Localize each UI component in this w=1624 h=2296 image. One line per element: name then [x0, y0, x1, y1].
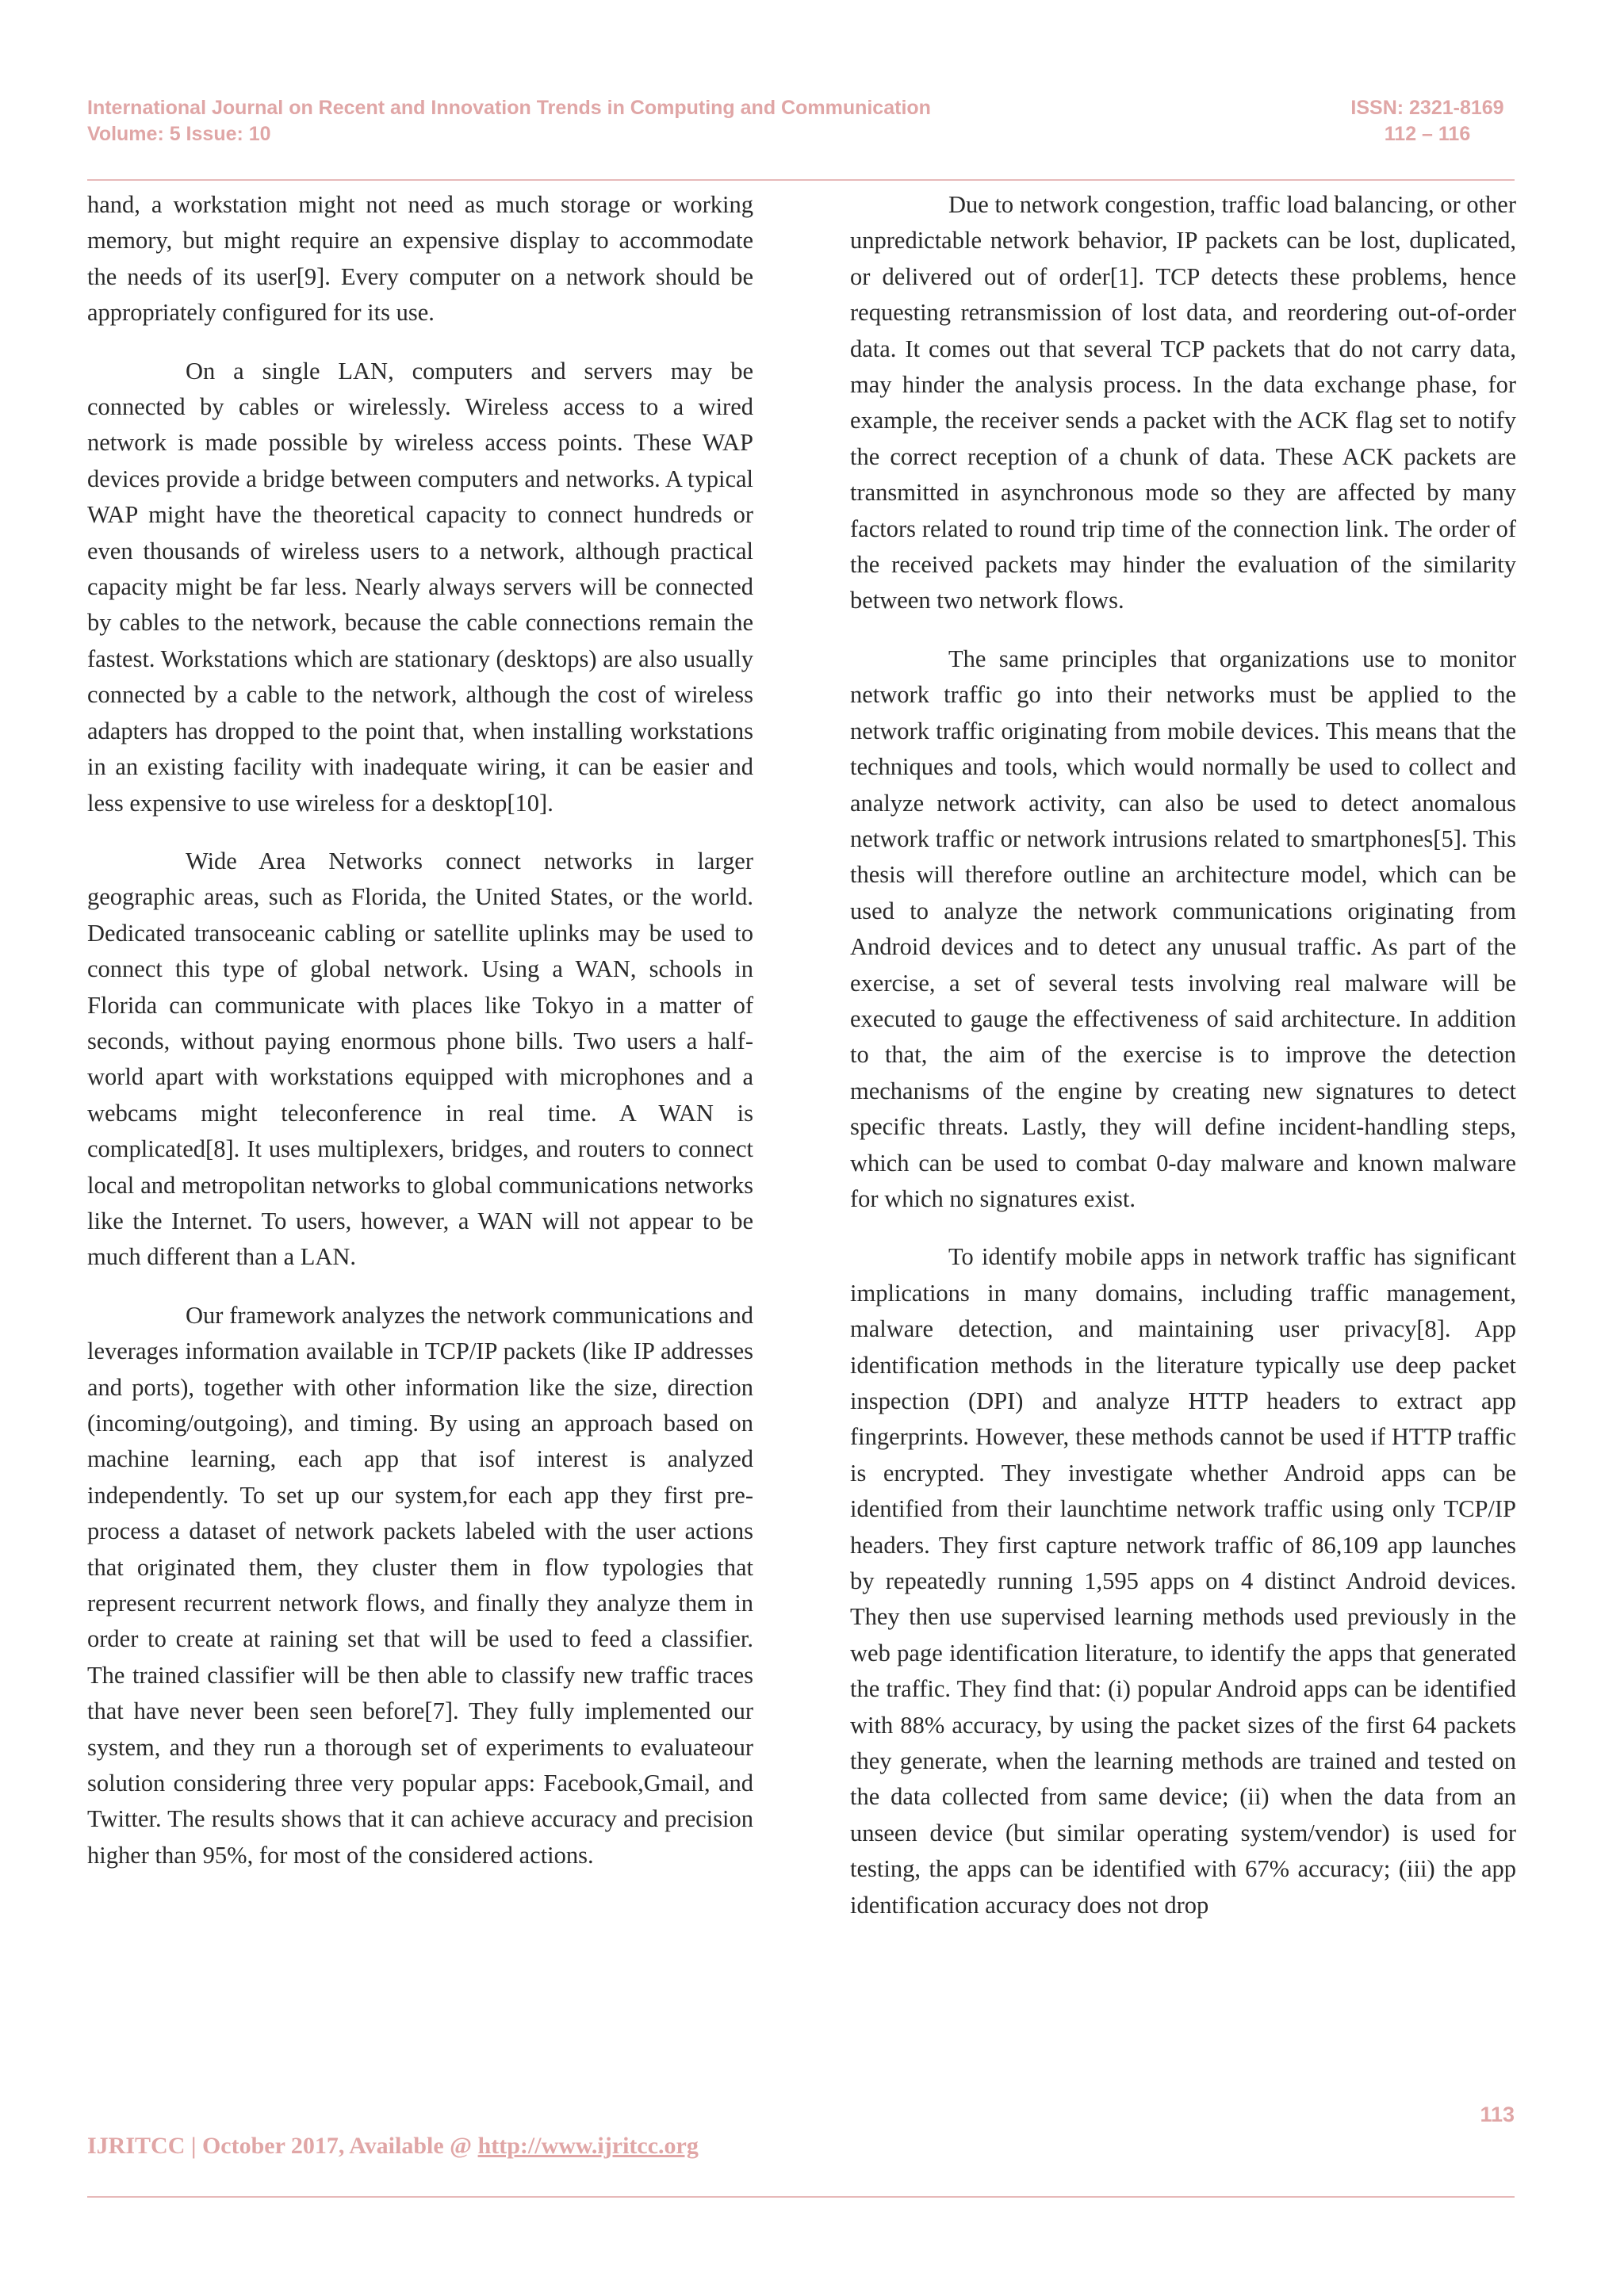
paragraph: On a single LAN, computers and servers may be connected by cables or wirelessly. Wireless access to a wired network is made possible by wireless access points. These WAP devices provide a bridge between computers and networks. A typical WAP might have the theoretical capacity to connect hundreds or even thousands of wireless users to a network, although practical capacity might be far less. Nearly always servers will be connected by cables to the network, because the cable connections remain the fastest. Workstations which are stationary (desktops) are also usually connected by a cable to the network, although the cost of wireless adapters has dropped to the point that, when installing workstations in an existing facility with inadequate wiring, it can be easier and less expensive to use wireless for a desktop[10]. — [87, 357, 753, 817]
paragraph: Our framework analyzes the network communications and leverages information available in TCP/IP packets (like IP addresses and ports), together with other information like the size, direction (incoming/outgoing), and timing. By using an approach based on machine learning, each app that isof interest is analyzed independently. To set up our system,for each app they first pre-process a dataset of network packets labeled with the user actions that originated them, they cluster them in flow typologies that represent recurrent network flows, and finally they analyze them in order to create at raining set that will be used to feed a classifier. The trained classifier will be then able to classify new traffic traces that have never been seen before[7]. They fully implemented our system, and they run a thorough set of experiments to evaluateour solution considering three very popular apps: Facebook,Gmail, and Twitter. The results shows that it can achieve accuracy and precision higher than 95%, for most of the considered actions. — [87, 1301, 753, 1869]
issn: ISSN: 2321-8169 — [1350, 97, 1504, 119]
footer-divider — [87, 2196, 1515, 2198]
paragraph: hand, a workstation might not need as much storage or working memory, but might require an expensive display to accommodate the needs of its user[9]. Every computer on a network should be appropriately configured for its use. — [87, 191, 753, 327]
journal-title: International Journal on Recent and Innovation Trends in Computing and Communication — [87, 97, 931, 119]
journal-header — [87, 95, 931, 147]
footer-text: IJRITCC | October 2017, Available @ — [87, 2133, 478, 2159]
page-number: 113 — [1480, 2103, 1515, 2126]
paragraph: To identify mobile apps in network traffic has significant implications in many domains, including traffic management, malware detection, and maintaining user privacy[8]. App identification methods in the literature typically use deep packet inspection (DPI) and analyze HTTP headers to extract app fingerprints. However, these methods cannot be used if HTTP traffic is encrypted. They investigate whether Android apps can be identified from their launchtime network traffic using only TCP/IP headers. They first capture network traffic of 86,109 app launches by repeatedly running 1,595 apps on 4 distinct Android devices. They then use supervised learning methods used previously in the web page identification literature, to identify the apps that generated the traffic. They find that: (i) popular Android apps can be identified with 88% accuracy, by using the packet sizes of the first 64 packets they generate, when the learning methods are trained and tested on the data collected from same device; (ii) when the data from an unseen device (but similar operating system/vendor) is used for testing, the apps can be identified with 67% accuracy; (iii) the app identification accuracy does not drop — [850, 1243, 1516, 1919]
journal-link[interactable]: http://www.ijritcc.org — [477, 2133, 699, 2159]
paragraph: Due to network congestion, traffic load balancing, or other unpredictable network behavior, IP packets can be lost, duplicated, or delivered out of order[1]. TCP detects these problems, hence requesting retransmission of lost data, and reordering out-of-order data. It comes out that several TCP packets that do not carry data, may hinder the analysis process. In the data exchange phase, for example, the receiver sends a packet with the ACK flag set to notify the correct reception of a chunk of data. These ACK packets are transmitted in asynchronous mode so they are affected by many factors related to round trip time of the connection link. The order of the received packets may hinder the evaluation of the similarity between two network flows. — [850, 191, 1516, 614]
journal-id — [1340, 95, 1515, 147]
journal-volume: Volume: 5 Issue: 10 — [87, 123, 271, 145]
left-column — [87, 187, 753, 1873]
page-range: 112 – 116 — [1384, 123, 1471, 145]
right-column — [850, 187, 1516, 1923]
header-divider — [87, 179, 1515, 181]
footer — [87, 2133, 699, 2160]
paragraph: Wide Area Networks connect networks in larger geographic areas, such as Florida, the United States, or the world. Dedicated transoceanic cabling or satellite uplinks may be used to connect this type of global network. Using a WAN, schools in Florida can communicate with places like Tokyo in a matter of seconds, without paying enormous phone bills. Two users a half-world apart with workstations equipped with microphones and a webcams might teleconference in real time. A WAN is complicated[8]. It uses multiplexers, bridges, and routers to connect local and metropolitan networks to global communications networks like the Internet. To users, however, a WAN will not appear to be much different than a LAN. — [87, 847, 753, 1271]
paragraph: The same principles that organizations use to monitor network traffic go into their networks must be applied to the network traffic originating from mobile devices. This means that the techniques and tools, which would normally be used to collect and analyze network activity, can also be used to detect anomalous network traffic or network intrusions related to smartphones[5]. This thesis will therefore outline an architecture model, which can be used to analyze the network communications originating from Android devices and to detect any unusual traffic. As part of the exercise, a set of several tests involving real malware will be executed to gauge the effectiveness of said architecture. In addition to that, the aim of the exercise is to improve the detection mechanisms of the engine by creating new signatures to detect specific threats. Lastly, they will define incident-handling steps, which can be used to combat 0-day malware and known malware for which no signatures exist. — [850, 645, 1516, 1212]
